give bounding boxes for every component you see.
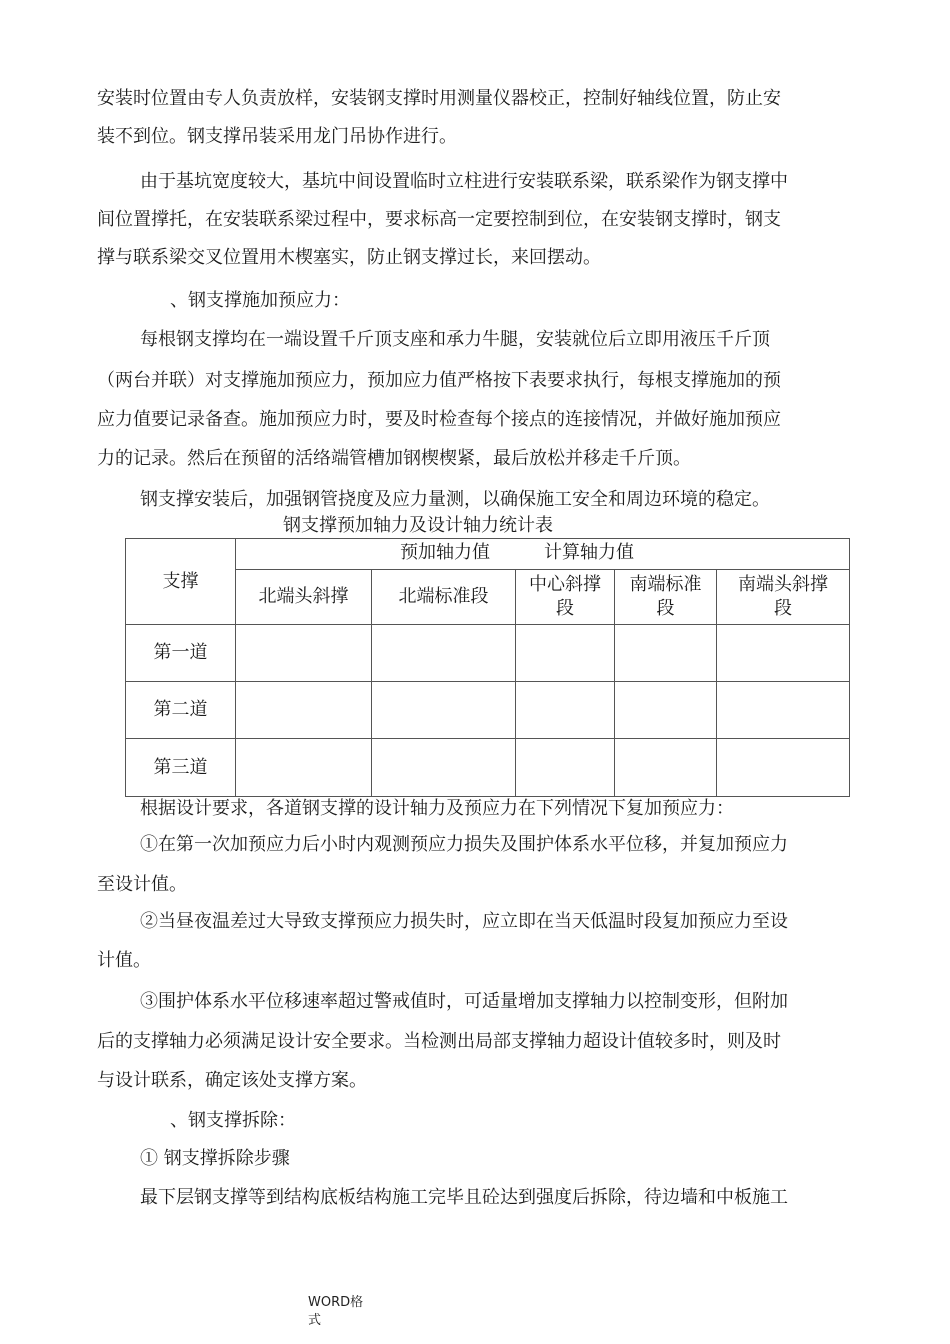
table-cell	[236, 625, 372, 682]
body-text-line: ③围护体系水平位移速率超过警戒值时，可适量增加支撑轴力以控制变形，但附加	[140, 991, 788, 1012]
table-header-support: 支撑	[126, 539, 236, 625]
body-text-line: 每根钢支撑均在一端设置千斤顶支座和承力牛腿，安装就位后立即用液压千斤顶	[140, 329, 770, 350]
table-row	[126, 739, 850, 797]
group-label-calculated: 计算轴力值	[544, 542, 634, 563]
body-text-line: 至设计值。	[97, 874, 187, 895]
table-cell	[372, 625, 516, 682]
section-heading-prestress: 、钢支撑施加预应力：	[170, 290, 350, 311]
table-caption: 钢支撑预加轴力及设计轴力统计表	[283, 515, 553, 536]
table-cell	[372, 739, 516, 797]
row-label: 第一道	[126, 625, 236, 682]
body-text-line: ②当昼夜温差过大导致支撑预应力损失时，应立即在当天低温时段复加预应力至设	[140, 911, 788, 932]
body-text-line: 由于基坑宽度较大，基坑中间设置临时立柱进行安装联系梁，联系梁作为钢支撑中	[140, 171, 788, 192]
table-cell	[516, 739, 615, 797]
table-cell	[615, 739, 717, 797]
body-text-line: 装不到位。钢支撑吊装采用龙门吊协作进行。	[97, 126, 457, 147]
table-cell	[236, 739, 372, 797]
body-text-line: 最下层钢支撑等到结构底板结构施工完毕且砼达到强度后拆除，待边墙和中板施工	[140, 1187, 788, 1208]
col-header-line: 段	[556, 598, 574, 619]
body-text-line: 力的记录。然后在预留的活络端管槽加钢楔楔紧，最后放松并移走千斤顶。	[97, 448, 691, 469]
col-header-north-end-diagonal: 北端头斜撑	[236, 570, 372, 625]
section-heading-removal: 、钢支撑拆除：	[170, 1110, 296, 1131]
table-cell	[717, 682, 850, 739]
table-cell	[236, 682, 372, 739]
col-header-line: 南端标准	[629, 574, 702, 595]
body-text-line: ①在第一次加预应力后小时内观测预应力损失及围护体系水平位移，并复加预应力	[140, 834, 788, 855]
table-cell	[372, 682, 516, 739]
table-cell	[717, 739, 850, 797]
body-text-line: 根据设计要求，各道钢支撑的设计轴力及预应力在下列情况下复加预应力：	[140, 798, 734, 819]
body-text-line: 应力值要记录备查。施加预应力时，要及时检查每个接点的连接情况，并做好施加预应	[97, 409, 781, 430]
body-text-line: 与设计联系，确定该处支撑方案。	[97, 1070, 367, 1091]
col-header-south-end-diagonal	[717, 570, 850, 625]
col-header-south-standard	[615, 570, 717, 625]
col-header-line: 中心斜撑	[529, 574, 601, 595]
group-label-preload: 预加轴力值	[400, 542, 490, 563]
col-header-line: 段	[774, 598, 793, 619]
body-text-line: 间位置撑托，在安装联系梁过程中，要求标高一定要控制到位，在安装钢支撑时，钢支	[97, 209, 781, 230]
table-cell	[717, 625, 850, 682]
table-cell	[615, 682, 717, 739]
body-text-line: 撑与联系梁交叉位置用木楔塞实，防止钢支撑过长，来回摆动。	[97, 247, 601, 268]
table-row	[126, 625, 850, 682]
body-text-line: 计值。	[97, 950, 151, 971]
table-group-header	[236, 539, 850, 570]
col-header-line: 段	[656, 598, 675, 619]
axial-force-table	[125, 538, 850, 797]
body-text-line: 钢支撑安装后，加强钢管挠度及应力量测，以确保施工安全和周边环境的稳定。	[140, 489, 770, 510]
col-header-line: 南端头斜撑	[738, 574, 829, 595]
body-text-line: 后的支撑轴力必须满足设计安全要求。当检测出局部支撑轴力超设计值较多时，则及时	[97, 1031, 781, 1052]
footer-line: 式	[308, 1313, 322, 1328]
col-header-center-diagonal	[516, 570, 615, 625]
table-cell	[516, 625, 615, 682]
table-cell	[516, 682, 615, 739]
row-label: 第三道	[126, 739, 236, 797]
table-row	[126, 682, 850, 739]
table-cell	[615, 625, 717, 682]
footer-line: WORD格	[308, 1295, 364, 1310]
row-label: 第二道	[126, 682, 236, 739]
col-header-north-standard: 北端标准段	[372, 570, 516, 625]
body-text-line: 安装时位置由专人负责放样，安装钢支撑时用测量仪器校正，控制好轴线位置，防止安	[97, 88, 781, 109]
subsection-heading-removal-steps: ① 钢支撑拆除步骤	[140, 1148, 290, 1169]
body-text-line: （两台并联）对支撑施加预应力，预加应力值严格按下表要求执行，每根支撑施加的预	[97, 370, 781, 391]
page-footer	[308, 1294, 363, 1330]
